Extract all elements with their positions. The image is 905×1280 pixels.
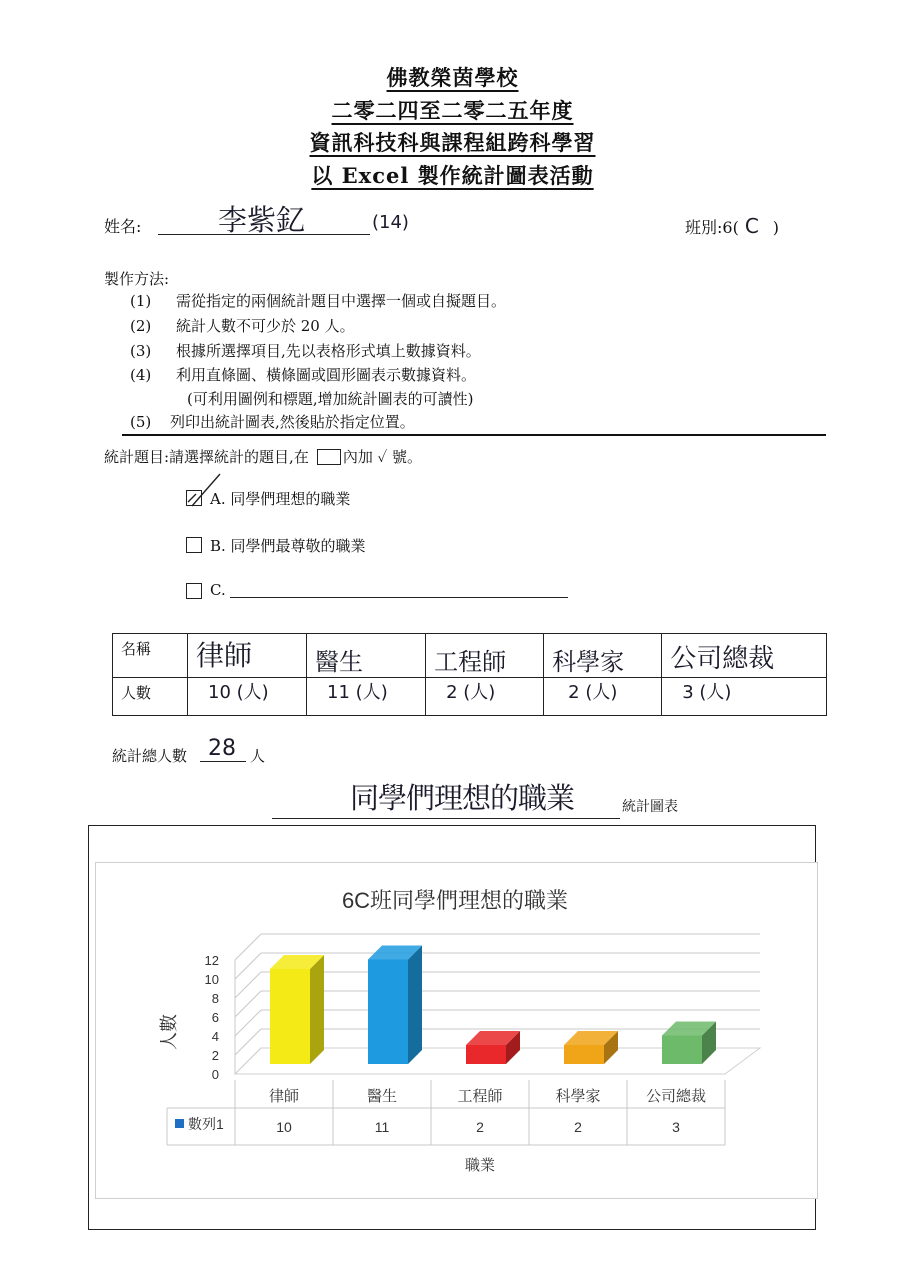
x-tick-label: 工程師 xyxy=(457,1088,503,1105)
method-step xyxy=(130,364,476,385)
gridline-side xyxy=(235,1010,261,1036)
data-label: 2 xyxy=(476,1119,484,1135)
data-table xyxy=(112,633,827,716)
bar-chart xyxy=(95,862,816,1197)
legend-label: 數列1 xyxy=(188,1116,224,1132)
table-cell-count: 2 (人) xyxy=(426,678,544,716)
table-cell-name: 律師 xyxy=(188,634,307,678)
year-title: 二零二四至二零二五年度 xyxy=(331,98,574,123)
method-step-text: 利用直條圖、橫條圖或圓形圖表示數據資料。 xyxy=(176,366,477,384)
activity-title: 以 Excel 製作統計圖表活動 xyxy=(311,163,594,188)
table-row-counts xyxy=(113,678,827,716)
table-cell-name: 科學家 xyxy=(544,634,662,678)
bar xyxy=(662,1036,702,1065)
option-c-label: C. xyxy=(210,581,226,599)
table-row-names xyxy=(113,634,827,678)
data-label: 3 xyxy=(672,1119,680,1135)
total-label: 統計總人數 xyxy=(112,747,188,765)
method-step xyxy=(130,411,415,432)
y-tick-label: 8 xyxy=(211,991,219,1006)
bar xyxy=(368,960,408,1065)
option-c-checkbox[interactable] xyxy=(186,583,202,599)
name-label: 姓名: xyxy=(104,217,142,236)
method-heading: 製作方法: xyxy=(104,270,170,288)
gridline-side xyxy=(235,1029,261,1055)
table-cell-count: 10 (人) xyxy=(188,678,307,716)
gridline-side xyxy=(235,953,261,979)
bar xyxy=(270,969,310,1064)
chart-title: 6C班同學們理想的職業 xyxy=(341,888,569,913)
table-cell-name: 醫生 xyxy=(307,634,426,678)
y-tick-label: 0 xyxy=(211,1067,219,1082)
x-tick-label: 公司總裁 xyxy=(645,1088,707,1105)
y-tick-label: 12 xyxy=(204,953,219,968)
y-tick-label: 4 xyxy=(211,1029,219,1044)
method-step-number: (5) xyxy=(130,413,152,431)
class-label: 班別:6( C ) xyxy=(685,214,780,238)
method-step-number: (1) xyxy=(130,292,152,310)
table-cell-count: 3 (人) xyxy=(662,678,827,716)
method-step-text: 統計人數不可少於 20 人。 xyxy=(176,317,355,335)
table-cell-count: 2 (人) xyxy=(544,678,662,716)
method-step xyxy=(130,388,473,409)
data-label: 10 xyxy=(276,1119,292,1135)
total-underline xyxy=(200,761,246,762)
data-label: 2 xyxy=(574,1119,582,1135)
class-value: C xyxy=(744,214,759,238)
method-step xyxy=(130,315,355,336)
method-step-text: 列印出統計圖表,然後貼於指定位置。 xyxy=(170,413,415,431)
method-step-text: (可利用圖例和標題,增加統計圖表的可讀性) xyxy=(187,390,474,408)
gridline-side xyxy=(235,934,261,960)
checkbox-sample-icon xyxy=(317,449,341,465)
method-step-text: 根據所選擇項目,先以表格形式填上數據資料。 xyxy=(176,342,481,360)
student-number: (14) xyxy=(372,212,409,233)
table-header-count: 人數 xyxy=(113,678,188,716)
method-step xyxy=(130,340,481,361)
x-tick-label: 醫生 xyxy=(366,1088,398,1105)
gridline-side xyxy=(235,991,261,1017)
y-axis-label: 人數 xyxy=(159,1014,179,1050)
method-step-number: (4) xyxy=(130,366,152,384)
dept-title: 資訊科技科與課程組跨科學習 xyxy=(309,130,596,155)
gridline-side xyxy=(235,972,261,998)
topic-prompt: 統計題目:請選擇統計的題目,在 內加 ✓ 號。 xyxy=(104,448,423,466)
total-unit: 人 xyxy=(250,747,266,765)
caption-suffix: 統計圖表 xyxy=(622,799,678,815)
data-label: 11 xyxy=(374,1119,390,1135)
y-tick-label: 10 xyxy=(204,972,219,987)
total-value: 28 xyxy=(208,736,236,761)
table-header-name: 名稱 xyxy=(113,634,188,678)
student-name: 李紫釔 xyxy=(218,203,306,237)
x-tick-label: 律師 xyxy=(268,1088,300,1105)
method-step xyxy=(130,290,506,311)
y-tick-label: 6 xyxy=(211,1010,219,1025)
bar xyxy=(564,1045,604,1064)
option-b-checkbox[interactable] xyxy=(186,537,202,553)
bar-side xyxy=(310,955,324,1064)
bar xyxy=(466,1045,506,1064)
x-axis-label: 職業 xyxy=(464,1157,496,1174)
school-title: 佛教榮茵學校 xyxy=(386,65,519,90)
x-tick-label: 科學家 xyxy=(555,1088,601,1105)
legend-key-icon xyxy=(175,1119,184,1128)
method-step-number: (2) xyxy=(130,317,152,335)
option-a-label: A. 同學們理想的職業 xyxy=(210,490,351,508)
method-step-number: (3) xyxy=(130,342,152,360)
table-cell-name: 公司總裁 xyxy=(662,634,827,678)
y-tick-label: 2 xyxy=(211,1048,219,1063)
caption-handwritten: 同學們理想的職業 xyxy=(350,781,575,815)
method-step-text: 需從指定的兩個統計題目中選擇一個或自擬題目。 xyxy=(176,292,507,310)
table-cell-count: 11 (人) xyxy=(307,678,426,716)
method-divider xyxy=(122,434,826,436)
caption-underline xyxy=(272,818,620,819)
bar-side xyxy=(408,946,422,1065)
table-cell-name: 工程師 xyxy=(426,634,544,678)
option-b-label: B. 同學們最尊敬的職業 xyxy=(210,537,366,555)
option-c-underline xyxy=(230,597,568,598)
